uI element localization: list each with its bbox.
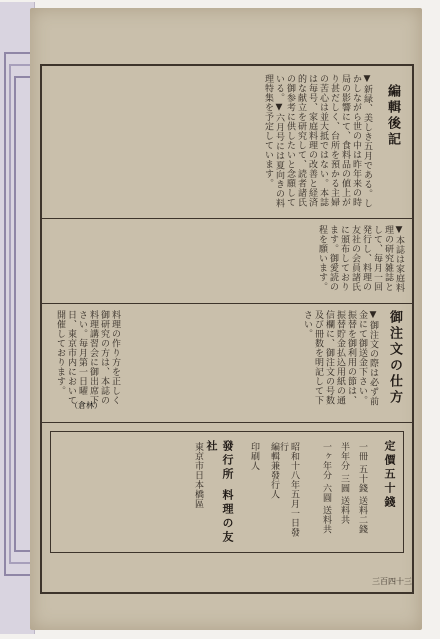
price-title: 定價五十錢 <box>383 440 396 510</box>
colophon-box <box>50 431 404 553</box>
magazine-page <box>30 8 422 630</box>
editorial-section <box>42 66 412 219</box>
editorial-body: ▼新緑、美しき五月である。しかしながら世の中は昨年来の時局の影響にて、食料品の値上がり甚だしく、台所を預かる主婦の苦心は並大抵ではない。本誌は毎号、家庭料理の改善と経済的な献立を研究して、読者諸氏の御参考に供したいと念願している。▼六月号には夏向きの料理特集を予定しています。 <box>263 74 372 208</box>
imprint-publisher: 發行所 料理の友社 <box>205 440 234 545</box>
recipe-section <box>42 304 412 423</box>
imprint-address: 東京市日本橋區 <box>193 442 203 509</box>
imprint-printer: 印刷人 <box>249 442 259 471</box>
imprint-date: 昭和十八年五月一日發行 <box>278 442 299 537</box>
notice-section <box>42 219 412 304</box>
order-heading: 御注文の仕方 <box>387 310 402 406</box>
price-row: 一冊 五十錢 送料二錢 <box>357 442 367 535</box>
recipe-body: 料理の作り方を正しく御研究の方は、本誌の料理講習会に御出席下さい。毎月第一日曜日、東京市内において開催しております。 <box>55 310 120 405</box>
notice-body: ▼本誌は家庭料理の研究雑誌として、毎月一回発行し、料理の友社の会員諸氏に頒布しております。御愛読の程を願います。 <box>317 225 404 293</box>
price-row: 一ヶ年分 六圓 送料共 <box>321 442 331 535</box>
page-border <box>40 64 414 594</box>
order-body: ▼御注文の際は必ず前金にて御送金下さい。振替を御利用の節は、振替貯金払込用紙の通信欄に、御注文の号数及び冊数を明記して下さい。 <box>302 310 378 406</box>
recipe-signature: （倉林） <box>70 401 102 410</box>
page-number: 三百四十三 <box>372 577 412 586</box>
imprint-editor: 編輯兼發行人 <box>269 442 279 499</box>
colophon-section <box>42 423 412 592</box>
price-row: 半年分 三圓 送料共 <box>339 442 349 525</box>
editorial-heading: 編輯後記 <box>385 84 400 148</box>
